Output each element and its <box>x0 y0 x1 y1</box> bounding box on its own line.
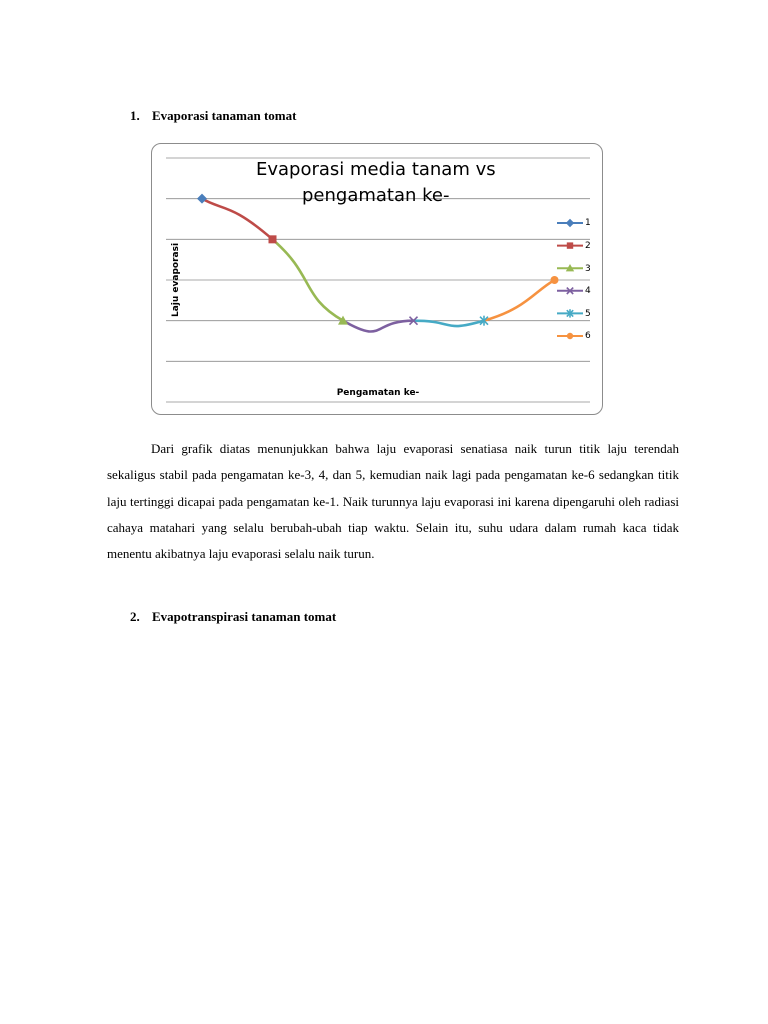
series-line-4 <box>343 321 414 332</box>
y-axis-label: Laju evaporasi <box>171 242 181 318</box>
series-line-5 <box>414 321 485 326</box>
section-number: 2. <box>130 609 140 624</box>
section-heading-2 <box>130 609 336 625</box>
legend-label-2: 2 <box>585 241 591 251</box>
data-point-3 <box>338 316 348 325</box>
data-point-2 <box>269 235 277 243</box>
section-number: 1. <box>130 108 140 123</box>
series-line-6 <box>484 280 555 321</box>
section-title: Evaporasi tanaman tomat <box>152 108 297 123</box>
legend-label-1: 1 <box>585 218 591 228</box>
legend-marker-1 <box>566 219 574 227</box>
x-axis-label: Pengamatan ke- <box>336 388 420 398</box>
chart-series-lines <box>202 199 555 332</box>
legend-marker-2 <box>567 242 573 248</box>
section-title: Evapotranspirasi tanaman tomat <box>152 609 337 624</box>
legend-label-3: 3 <box>585 264 591 274</box>
body-paragraph: Dari grafik diatas menunjukkan bahwa laju evaporasi senatiasa naik turun titik laju terendah sekaligus stabil pada pengamatan ke-3, 4, dan 5, kemudian naik lagi pada pengamatan ke-6 sedangkan titik laju tertinggi dicapai pada pengamatan ke-1. Naik turunnya laju evaporasi ini karena dipengaruhi oleh radiasi cahaya matahari yang selalu berubah-ubah tiap waktu. Selain itu, suhu udara dalam rumah kaca tidak menentu akibatnya laju evaporasi selalu naik turun. <box>107 441 679 562</box>
chart-data-points <box>197 194 559 326</box>
data-point-6 <box>551 276 559 284</box>
chart-legend <box>557 219 583 339</box>
chart-title-line2: pengamatan ke- <box>302 185 450 206</box>
chart-title <box>152 157 602 209</box>
legend-label-5: 5 <box>585 309 591 319</box>
chart-title-line1: Evaporasi media tanam vs <box>256 159 496 180</box>
legend-marker-6 <box>567 333 573 339</box>
legend-label-4: 4 <box>585 286 591 296</box>
legend-label-6: 6 <box>585 331 591 341</box>
